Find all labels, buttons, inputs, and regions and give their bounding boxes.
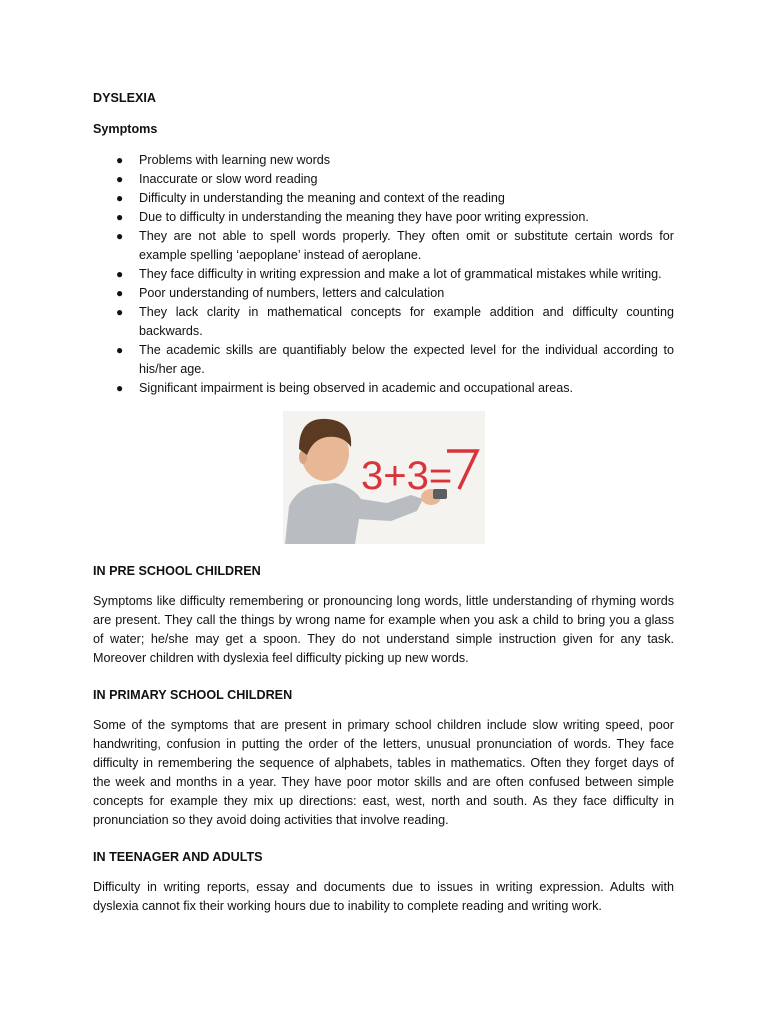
list-item: ● They are not able to spell words properly. They often omit or substitute certain words for example spelling ‘aepoplane’ instead of aeroplane. (116, 229, 674, 262)
bullet-icon: ● (116, 343, 124, 357)
section-heading-preschool: IN PRE SCHOOL CHILDREN (93, 564, 261, 578)
child-whiteboard-illustration (283, 411, 485, 544)
list-item: ● Significant impairment is being observed in academic and occupational areas. (93, 379, 674, 398)
section-text-primary: Some of the symptoms that are present in primary school children include slow writing speed, poor handwriting, confusion in putting the order of the letters, unusual pronunciation of words. They face difficulty in remembering the sequence of alphabets, tables in mathematics. Often they forget days of the week and months in a year. They have poor motor skills and are often confused between simple concepts for example they mix up directions: east, west, north and south. As they face difficulty in pronunciation so they avoid doing activities that involve reading. (93, 718, 674, 827)
list-item: ● Due to difficulty in understanding the meaning they have poor writing expression. (93, 208, 674, 227)
document-title: DYSLEXIA (93, 91, 156, 105)
bullet-icon: ● (116, 305, 124, 319)
list-item: ● They lack clarity in mathematical concepts for example addition and difficulty counting backwards. (116, 305, 674, 338)
bullet-icon: ● (116, 229, 124, 243)
bullet-icon: ● (116, 172, 124, 186)
bullet-icon: ● (116, 153, 124, 167)
list-item: ● Inaccurate or slow word reading (93, 170, 674, 189)
list-item: ● The academic skills are quantifiably below the expected level for the individual according to his/her age. (116, 343, 674, 376)
list-item: ● Problems with learning new words (93, 151, 674, 170)
document-page (93, 89, 674, 916)
bullet-icon: ● (116, 286, 124, 300)
board-equation: 3+3= (361, 454, 453, 498)
bullet-icon: ● (116, 381, 124, 395)
list-item: ● Difficulty in understanding the meaning and context of the reading (93, 189, 674, 208)
child-whiteboard-photo (283, 411, 485, 544)
section-heading-teen-adults: IN TEENAGER AND ADULTS (93, 850, 263, 864)
section-text-preschool: Symptoms like difficulty remembering or pronouncing long words, little understanding of rhyming words are present. They call the things by wrong name for example when you ask a child to bring you a glass of water; he/she may get a spoon. They do not understand simple instruction given for any task. Moreover children with dyslexia feel difficulty picking up new words. (93, 594, 674, 665)
bullet-icon: ● (116, 267, 124, 281)
bullet-icon: ● (116, 191, 124, 205)
symptoms-heading: Symptoms (93, 122, 158, 136)
bullet-icon: ● (116, 210, 124, 224)
symptoms-list (93, 151, 674, 398)
section-text-teen-adults: Difficulty in writing reports, essay and documents due to issues in writing expression. Adults with dyslexia cannot fix their working hours due to inability to complete reading and writing work. (93, 880, 674, 913)
list-item: ● Poor understanding of numbers, letters and calculation (93, 284, 674, 303)
section-heading-primary: IN PRIMARY SCHOOL CHILDREN (93, 688, 293, 702)
list-item: ● They face difficulty in writing expression and make a lot of grammatical mistakes while writing. (93, 265, 674, 284)
